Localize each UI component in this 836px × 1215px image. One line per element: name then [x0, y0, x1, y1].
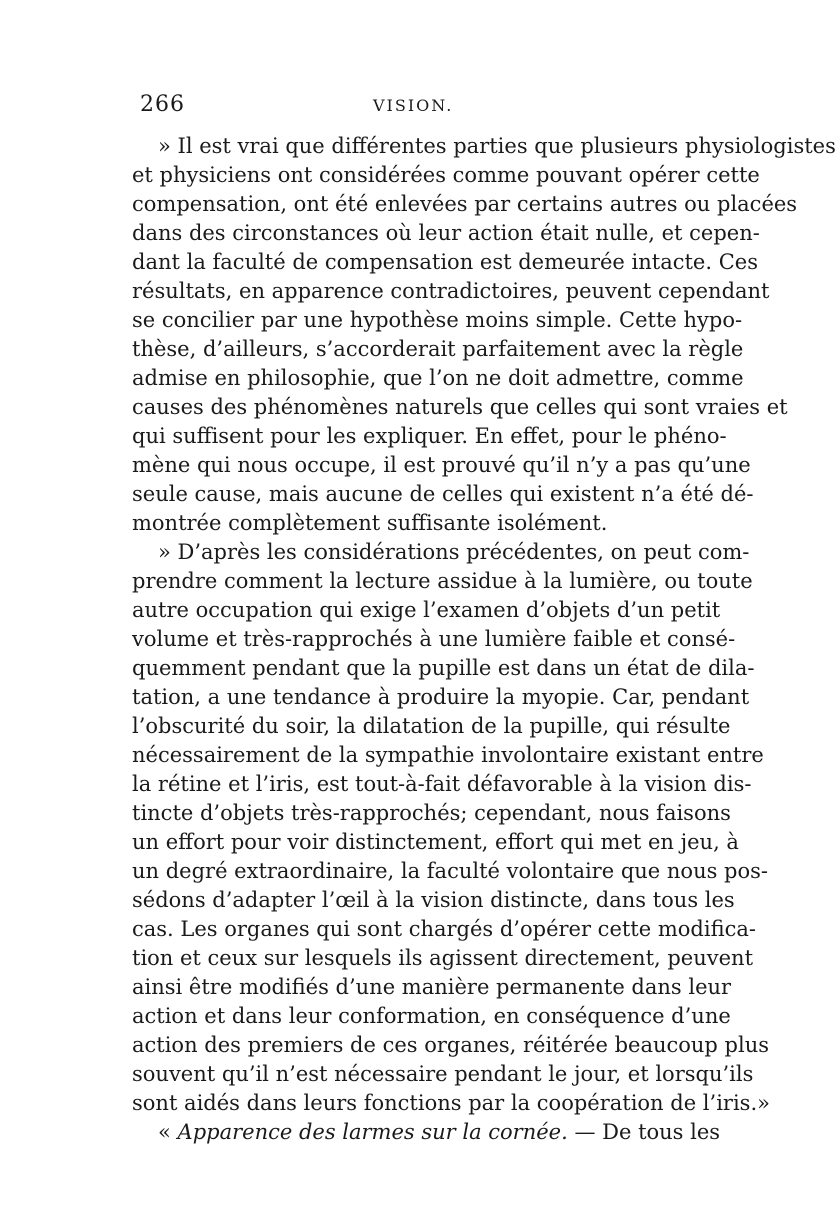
- text-line: dant la faculté de compensation est demeurée intacte. Ces: [132, 250, 758, 274]
- text-line: seule cause, mais aucune de celles qui existent n’a été dé-: [132, 482, 754, 506]
- text-line: compensation, ont été enlevées par certains autres ou placées: [132, 192, 798, 216]
- running-title: VISION.: [373, 96, 454, 115]
- text-line: prendre comment la lecture assidue à la lumière, ou toute: [132, 569, 753, 593]
- text-line: résultats, en apparence contradictoires, peuvent cependant: [132, 279, 770, 303]
- text-line: l’obscurité du soir, la dilatation de la pupille, qui résulte: [132, 714, 731, 738]
- text-line: un effort pour voir distinctement, effort qui met en jeu, à: [132, 830, 739, 854]
- text-line: tincte d’objets très-rapprochés; cependant, nous faisons: [132, 801, 731, 825]
- text-line: souvent qu’il n’est nécessaire pendant le jour, et lorsqu’ils: [132, 1062, 754, 1086]
- text-line: action des premiers de ces organes, réitérée beaucoup plus: [132, 1033, 770, 1057]
- text-line: admise en philosophie, que l’on ne doit admettre, comme: [132, 366, 744, 390]
- text-line: tation, a une tendance à produire la myopie. Car, pendant: [132, 685, 750, 709]
- text-line: tion et ceux sur lesquels ils agissent directement, peuvent: [132, 946, 754, 970]
- section-title: Apparence des larmes sur la cornée.: [177, 1120, 568, 1144]
- text-line: » Il est vrai que différentes parties que plusieurs physiologistes: [158, 134, 836, 158]
- text-line: qui suffisent pour les expliquer. En effet, pour le phéno-: [132, 424, 727, 448]
- text-line: cas. Les organes qui sont chargés d’opérer cette modifica-: [132, 917, 756, 941]
- final-text-line: [132, 1118, 721, 1147]
- text-line: thèse, d’ailleurs, s’accorderait parfaitement avec la règle: [132, 337, 744, 361]
- text-line: » D’après les considérations précédentes, on peut com-: [158, 540, 750, 564]
- page-header: [140, 92, 672, 122]
- text-line: se concilier par une hypothèse moins simple. Cette hypo-: [132, 308, 743, 332]
- text-line: action et dans leur conformation, en conséquence d’une: [132, 1004, 731, 1028]
- text-line: montrée complètement suffisante isolément.: [132, 511, 608, 535]
- text-line: sont aidés dans leurs fonctions par la coopération de l’iris.»: [132, 1091, 770, 1115]
- page-number: 266: [140, 92, 185, 117]
- text-line: quemment pendant que la pupille est dans un état de dila-: [132, 656, 755, 680]
- text-line: et physiciens ont considérées comme pouvant opérer cette: [132, 163, 760, 187]
- text-line: volume et très-rapprochés à une lumière faible et consé-: [132, 627, 736, 651]
- body-text: [132, 132, 836, 1147]
- section-text: — De tous les: [567, 1120, 721, 1144]
- text-line: un degré extraordinaire, la faculté volontaire que nous pos-: [132, 859, 768, 883]
- text-line: nécessairement de la sympathie involontaire existant entre: [132, 743, 764, 767]
- text-line: mène qui nous occupe, il est prouvé qu’il n’y a pas qu’une: [132, 453, 751, 477]
- text-line: sédons d’adapter l’œil à la vision distincte, dans tous les: [132, 888, 735, 912]
- open-quote: «: [158, 1120, 178, 1144]
- text-line: autre occupation qui exige l’examen d’objets d’un petit: [132, 598, 721, 622]
- text-line: dans des circonstances où leur action était nulle, et cepen-: [132, 221, 760, 245]
- text-line: ainsi être modifiés d’une manière permanente dans leur: [132, 975, 732, 999]
- text-line: la rétine et l’iris, est tout-à-fait défavorable à la vision dis-: [132, 772, 752, 796]
- text-line: causes des phénomènes naturels que celles qui sont vraies et: [132, 395, 788, 419]
